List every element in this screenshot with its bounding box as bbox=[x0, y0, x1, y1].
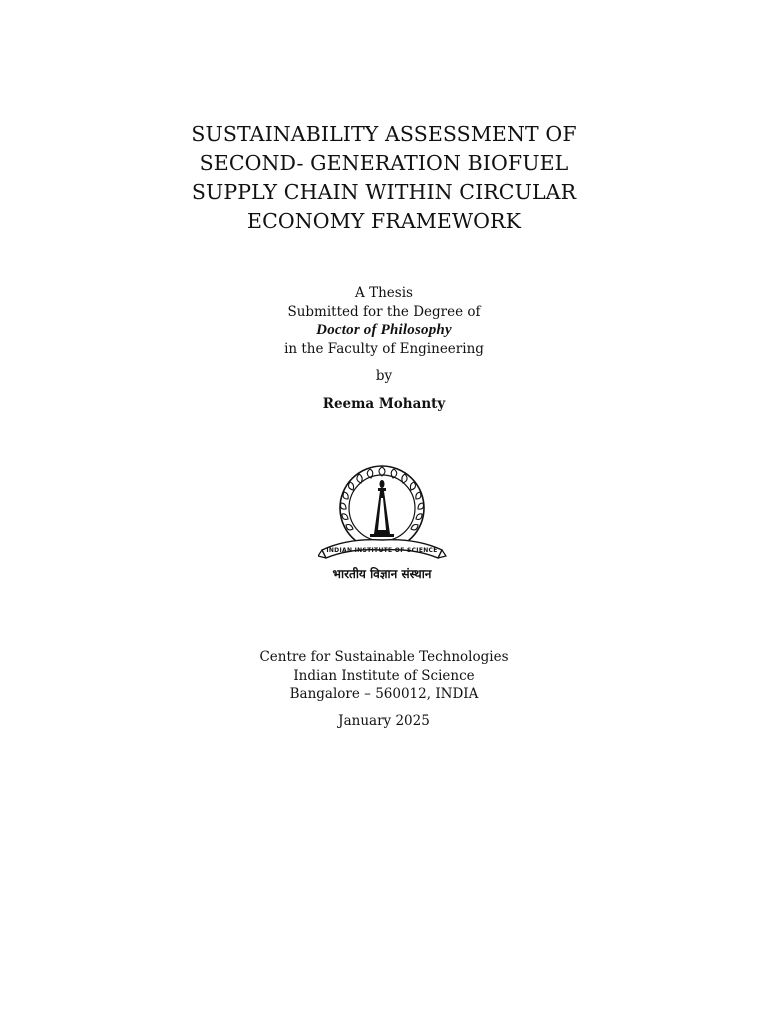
iisc-emblem-icon bbox=[318, 464, 448, 586]
faculty-text: in the Faculty of Engineering bbox=[284, 340, 484, 357]
thesis-statement bbox=[0, 284, 768, 358]
iisc-logo bbox=[318, 464, 448, 586]
submission-date: January 2025 bbox=[338, 713, 430, 729]
submitted-for-text: Submitted for the Degree of bbox=[287, 303, 481, 320]
title-line-2: SECOND- GENERATION BIOFUEL bbox=[199, 151, 569, 175]
logo-ribbon-text: INDIAN INSTITUTE OF SCIENCE bbox=[326, 547, 438, 554]
degree-name: Doctor of Philosophy bbox=[316, 322, 452, 338]
institute-name: Indian Institute of Science bbox=[293, 667, 475, 684]
thesis-title bbox=[0, 120, 768, 236]
title-line-3: SUPPLY CHAIN WITHIN CIRCULAR bbox=[191, 180, 577, 204]
thesis-label: A Thesis bbox=[355, 285, 413, 301]
centre-name: Centre for Sustainable Technologies bbox=[259, 649, 509, 665]
institution-block bbox=[0, 648, 768, 704]
logo-hindi-text: भारतीय विज्ञान संस्थान bbox=[332, 567, 432, 581]
institute-address: Bangalore – 560012, INDIA bbox=[289, 686, 479, 702]
by-text: by bbox=[375, 368, 393, 384]
title-line-1: SUSTAINABILITY ASSESSMENT OF bbox=[191, 122, 577, 146]
title-line-4: ECONOMY FRAMEWORK bbox=[247, 209, 521, 233]
author-name: Reema Mohanty bbox=[322, 396, 446, 412]
